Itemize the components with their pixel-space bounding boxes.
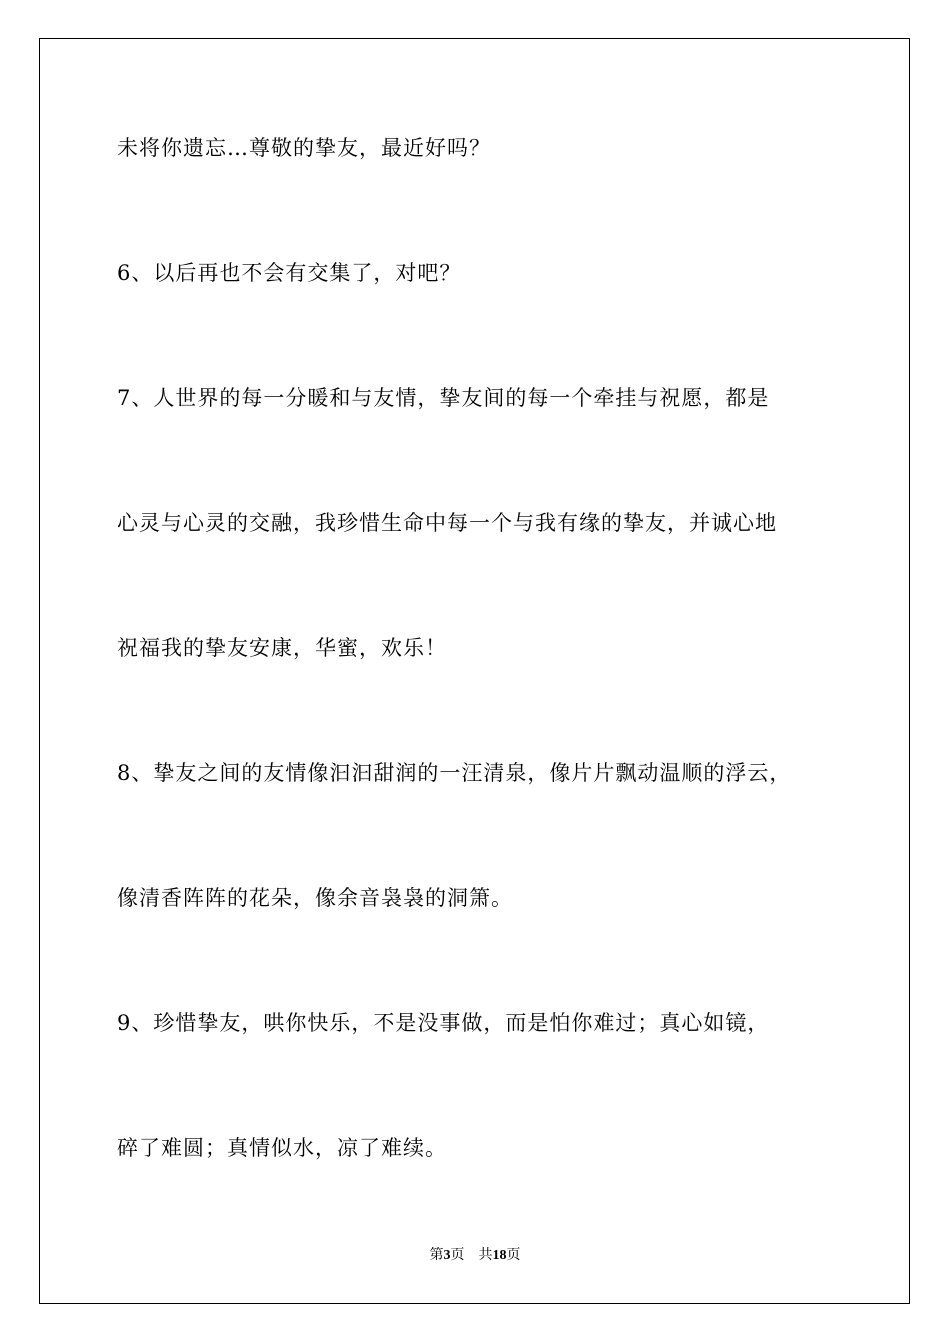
text-line-6: 8、挚友之间的友情像汩汩甜润的一汪清泉，像片片飘动温顺的浮云， <box>117 761 792 785</box>
text-line-3: 7、人世界的每一分暖和与友情，挚友间的每一个牵挂与祝愿，都是 <box>117 386 770 410</box>
footer-prefix: 第 <box>429 1248 444 1263</box>
text-line-9: 碎了难圆；真情似水，凉了难续。 <box>117 1136 447 1160</box>
footer-total-prefix: 共 <box>478 1248 493 1263</box>
text-line-1: 未将你遗忘…尊敬的挚友，最近好吗？ <box>117 136 491 160</box>
current-page-number: 3 <box>443 1248 451 1263</box>
text-line-2: 6、以后再也不会有交集了，对吧？ <box>117 261 462 285</box>
footer-total-suffix: 页 <box>506 1248 521 1263</box>
total-page-number: 18 <box>492 1248 507 1263</box>
text-line-8: 9、珍惜挚友，哄你快乐，不是没事做，而是怕你难过；真心如镜， <box>117 1011 770 1035</box>
text-line-7: 像清香阵阵的花朵，像余音袅袅的洞箫。 <box>117 886 513 910</box>
text-line-4: 心灵与心灵的交融，我珍惜生命中每一个与我有缘的挚友，并诚心地 <box>117 511 777 535</box>
footer-page-suffix: 页 <box>450 1248 465 1263</box>
text-line-5: 祝福我的挚友安康，华蜜，欢乐！ <box>117 636 447 660</box>
page-border <box>39 38 910 1304</box>
page-footer <box>0 1246 950 1266</box>
